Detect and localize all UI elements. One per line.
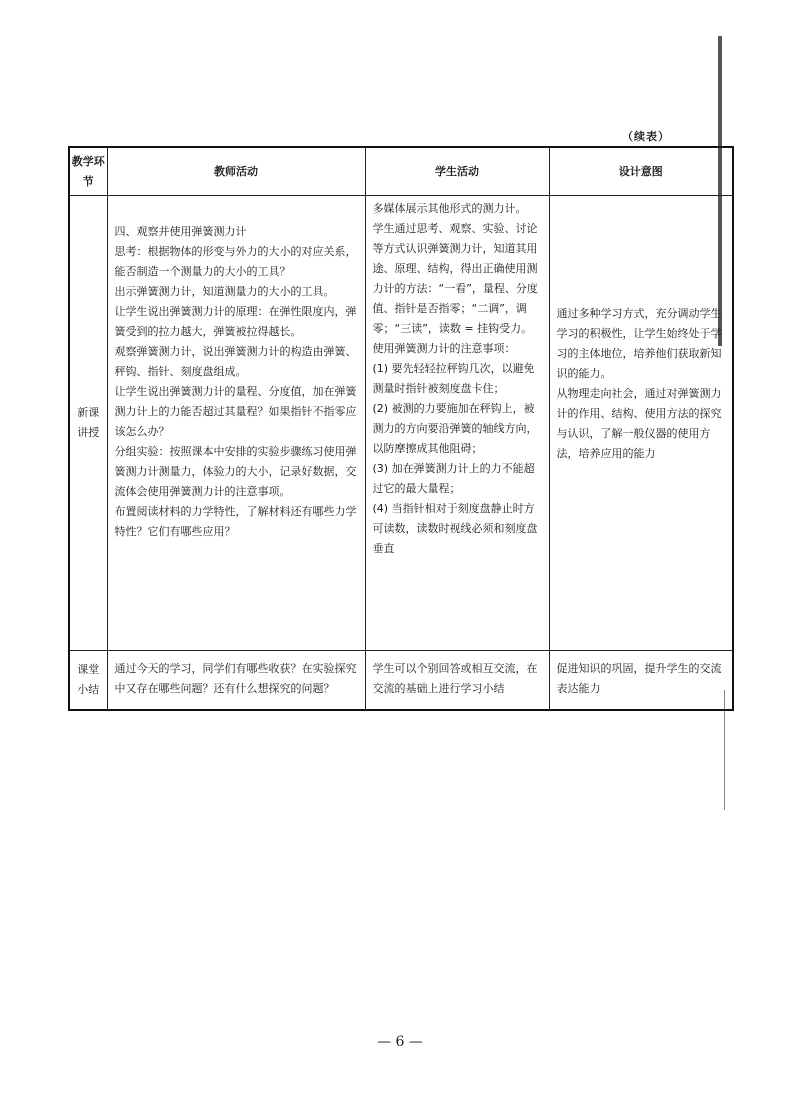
header-intent: 设计意图	[549, 147, 733, 196]
intent-paragraph: 通过多种学习方式，充分调动学生学习的积极性，让学生始终处于学习的主体地位，培养他们获取新知识的能力。	[556, 307, 722, 380]
stage-cell	[69, 651, 107, 711]
page-number: — 6 —	[377, 1034, 423, 1050]
header-stage: 教学环节	[69, 147, 107, 196]
table-header-row	[69, 147, 733, 196]
stage-label-line: 小结	[77, 683, 100, 696]
stage-label-line: 讲授	[77, 426, 100, 439]
teacher-paragraph: 四、观察并使用弹簧测力计	[114, 225, 247, 238]
student-paragraph: (4) 当指针相对于刻度盘静止时方可读数，读数时视线必须和刻度盘垂直	[372, 502, 538, 555]
teacher-activity-cell	[107, 196, 365, 651]
student-paragraph: (3) 加在弹簧测力计上的力不能超过它的最大量程；	[372, 462, 535, 495]
intent-paragraph: 从物理走向社会，通过对弹簧测力计的作用、结构、使用方法的探究与认识，了解一般仪器的使用方法，培养应用的能力	[556, 387, 722, 460]
intent-paragraph: 促进知识的巩固，提升学生的交流表达能力	[556, 662, 722, 695]
design-intent-cell	[549, 196, 733, 651]
header-teacher: 教师活动	[107, 147, 365, 196]
student-paragraph: 学生通过思考、观察、实验、讨论等方式认识弹簧测力计，知道其用途、原理、结构，得出正确使用测力计的方法：“一看”，量程、分度值、指针是否指零；“二调”，调零；“三读”，读数 = 挂钩受力。	[372, 222, 538, 335]
table-row-summary	[69, 651, 733, 711]
student-paragraph: 使用弹簧测力计的注意事项：	[372, 342, 516, 355]
continued-label: （续表）	[622, 130, 670, 143]
lesson-plan-table	[68, 146, 734, 711]
teacher-activity-cell	[107, 651, 365, 711]
teacher-paragraph: 让学生说出弹簧测力计的量程、分度值，加在弹簧测力计上的力能否超过其量程？如果指针不指零应该怎么办？	[114, 385, 357, 438]
teacher-paragraph: 出示弹簧测力计，知道测量力的大小的工具。	[114, 285, 335, 298]
teacher-paragraph: 让学生说出弹簧测力计的原理：在弹性限度内，弹簧受到的拉力越大，弹簧被拉得越长。	[114, 305, 357, 338]
stage-label-line: 课堂	[77, 663, 100, 676]
student-paragraph: (2) 被测的力要施加在秤钩上，被测力的方向要沿弹簧的轴线方向，以防摩擦成其他阻碍；	[372, 402, 538, 455]
student-paragraph: (1) 要先轻轻拉秤钩几次，以避免测量时指针被刻度盘卡住；	[372, 362, 535, 395]
design-intent-cell	[549, 651, 733, 711]
teacher-paragraph: 通过今天的学习，同学们有哪些收获？在实验探究中又存在哪些问题？还有什么想探究的问题？	[114, 662, 357, 695]
teacher-paragraph: 思考：根据物体的形变与外力的大小的对应关系，能否制造一个测量力的大小的工具？	[114, 245, 357, 278]
student-activity-cell	[365, 196, 549, 651]
student-activity-cell	[365, 651, 549, 711]
student-paragraph: 学生可以个别回答或相互交流，在交流的基础上进行学习小结	[372, 662, 538, 695]
stage-label-line: 新课	[77, 406, 100, 419]
stage-cell	[69, 196, 107, 651]
student-paragraph: 多媒体展示其他形式的测力计。	[372, 202, 527, 215]
teacher-paragraph: 分组实验：按照课本中安排的实验步骤练习使用弹簧测力计测量力，体验力的大小，记录好数据，交流体会使用弹簧测力计的注意事项。	[114, 445, 357, 498]
teacher-paragraph: 观察弹簧测力计，说出弹簧测力计的构造由弹簧、秤钩、指针、刻度盘组成。	[114, 345, 357, 378]
teacher-paragraph: 布置阅读材料的力学特性，了解材料还有哪些力学特性？它们有哪些应用？	[114, 505, 357, 538]
header-student: 学生活动	[365, 147, 549, 196]
table-row-new-lesson	[69, 196, 733, 651]
